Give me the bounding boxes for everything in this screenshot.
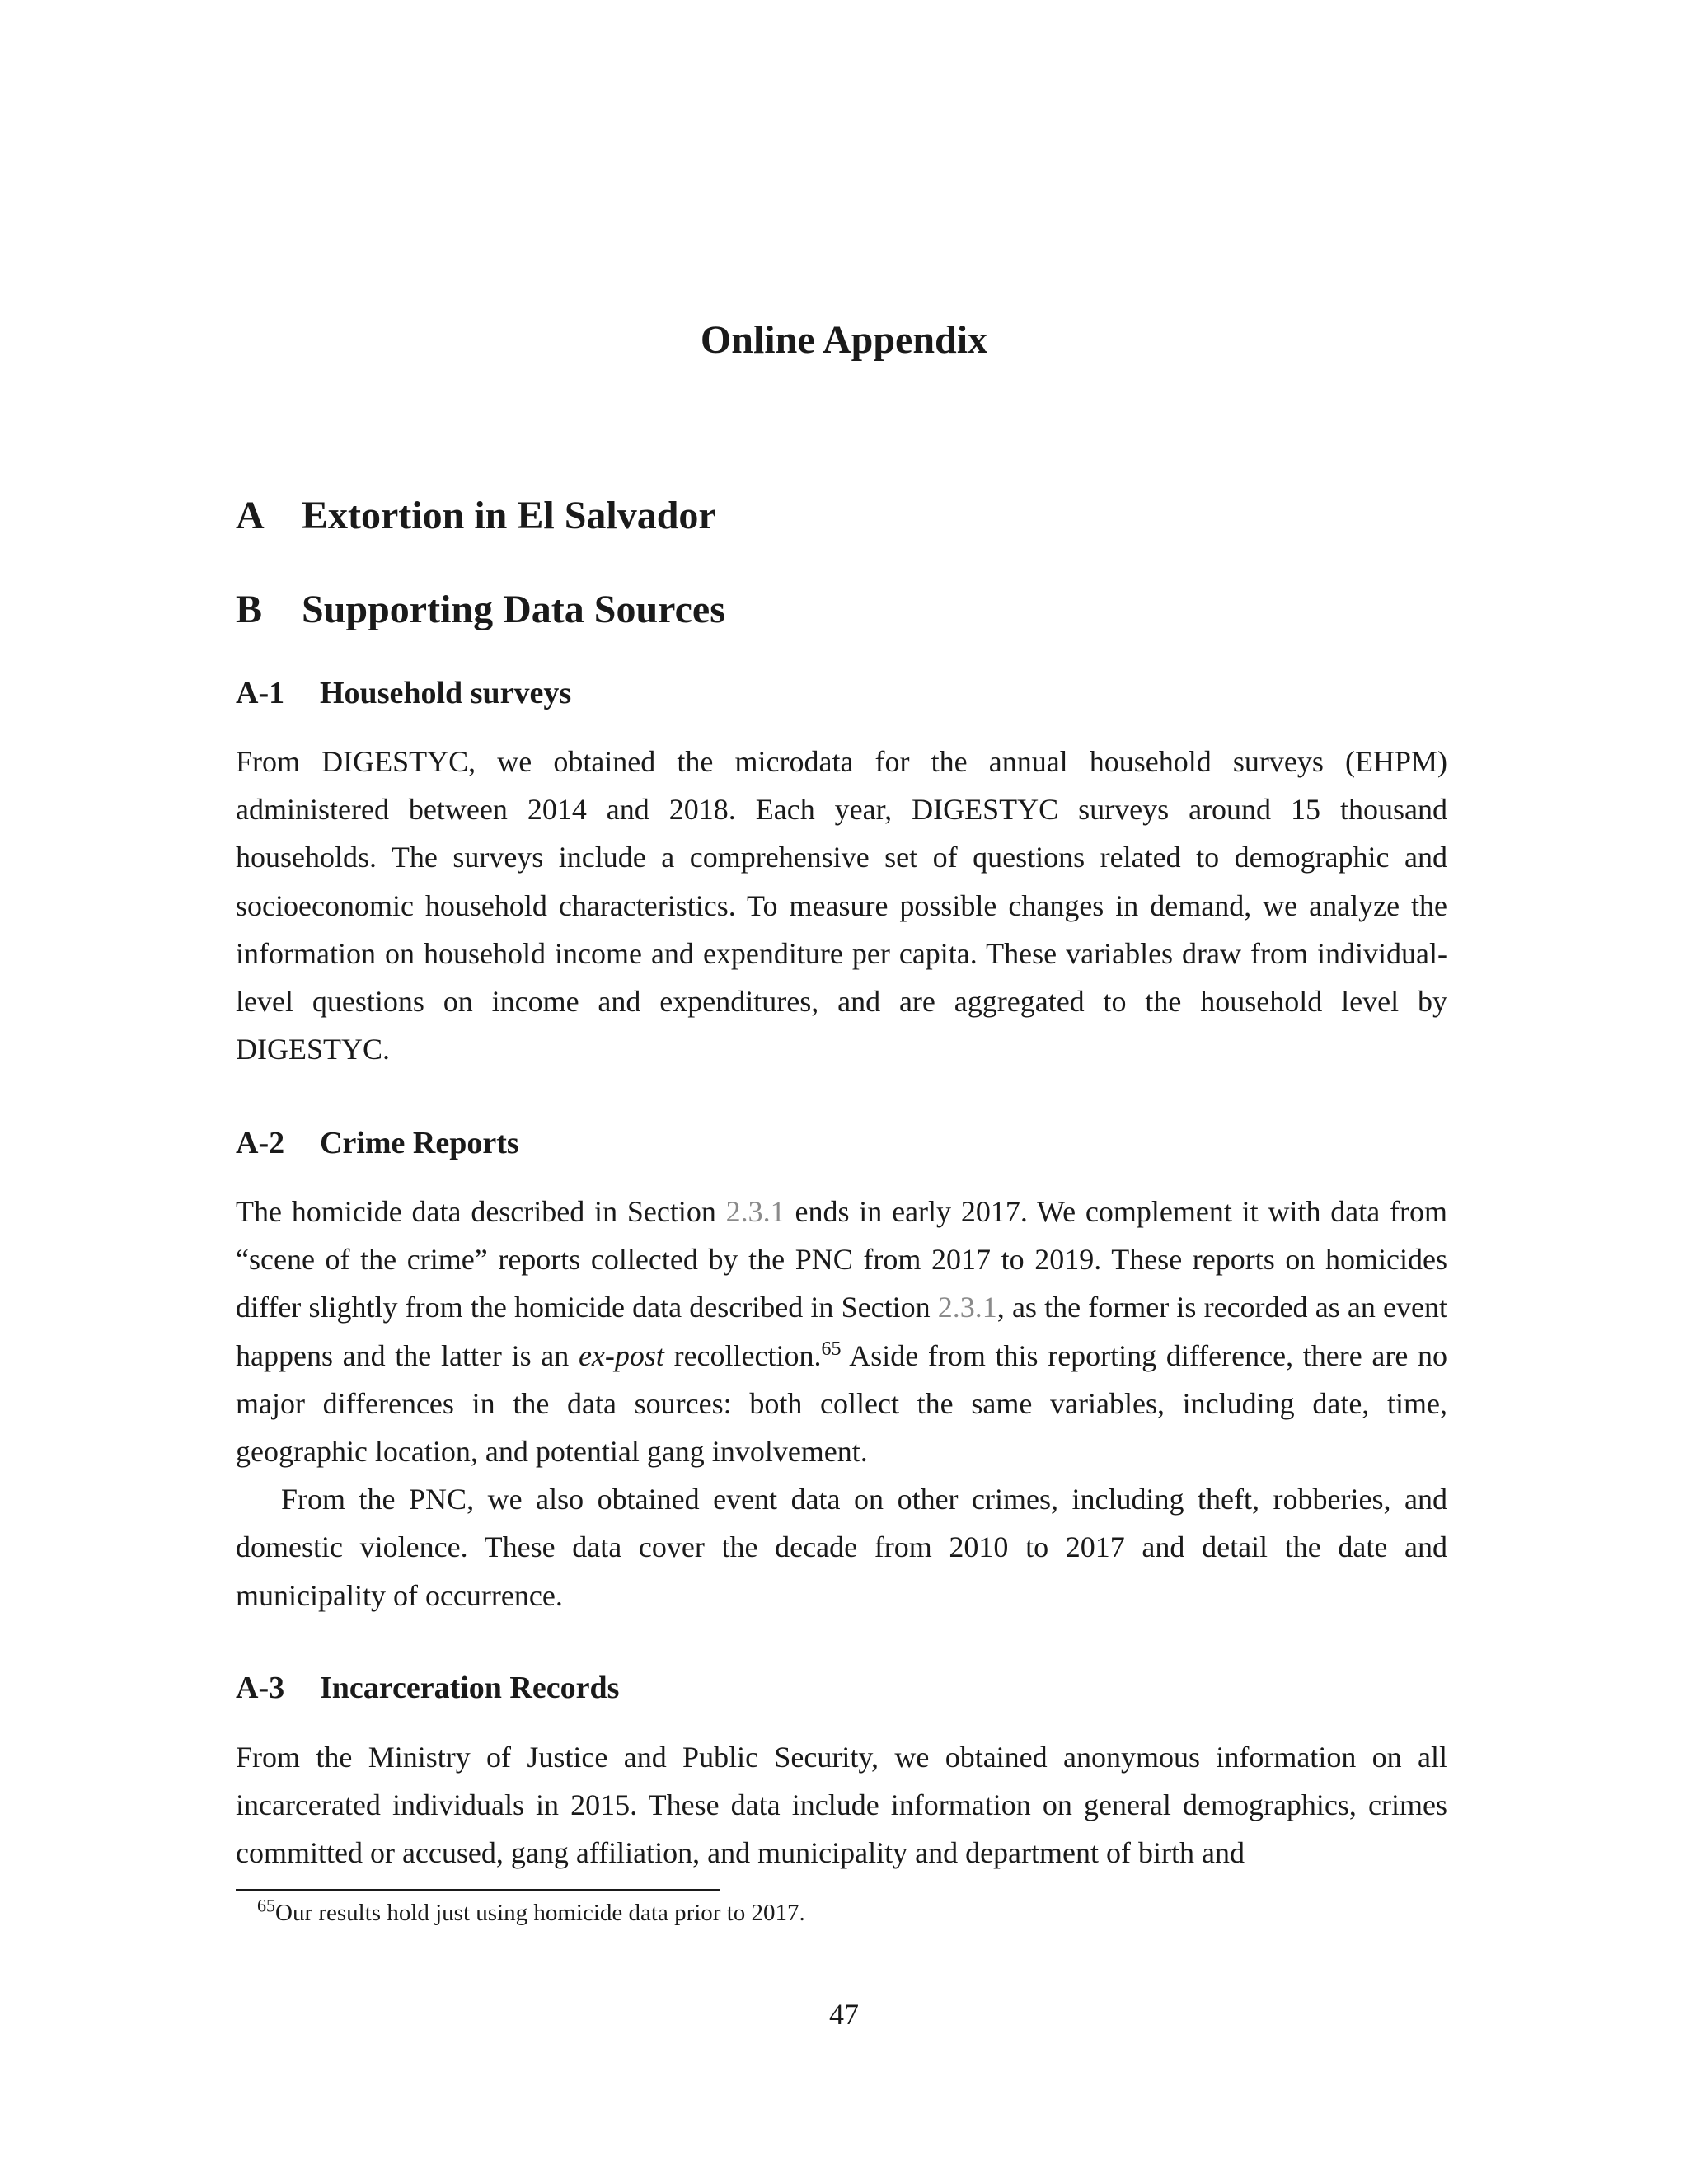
paragraph: The homicide data described in Section 2.3.1 ends in early 2017. We complement it with data from “scene of the crime” reports collected by the PNC from 2017 to 2019. These reports on homicides differ slightly from the homicide data described in Section 2.3.1, as the former is recorded as an event happens and the latter is an ex-post recollection.$^{65}$ Aside from this reporting difference, there are no major differences in the data sources: both collect the same variables, including date, time, geographic location, and potential gang involvement. <box>236 1195 1448 1469</box>
appendix-title: Online Appendix <box>700 318 988 362</box>
subsection-number: A-2 <box>236 1126 285 1160</box>
subsection-title: Crime Reports <box>320 1126 519 1160</box>
footnote-number: 65 <box>257 1895 275 1916</box>
incarceration-records-text <box>236 1733 1447 1877</box>
subsection-heading-household-surveys <box>236 675 571 711</box>
section-reference-link[interactable]: 2.3.1 <box>937 1291 997 1324</box>
section-number: A <box>236 494 265 537</box>
paragraph: From DIGESTYC, we obtained the microdata for the annual household surveys (EHPM) administered between 2014 and 2018. Each year, DIGESTYC surveys around 15 thousand households. The surveys include a comprehensive set of questions related to demographic and socioeconomic household characteristics. To measure possible changes in demand, we analyze the information on household income and expenditure per capita. These variables draw from individual-level questions on income and expenditures, and are aggregated to the household level by DIGESTYC. <box>236 745 1447 1066</box>
page-number: 47 <box>829 1998 859 2031</box>
section-heading-a <box>236 493 716 538</box>
subsection-heading-incarceration-records <box>236 1670 619 1706</box>
footnote-divider <box>236 1889 720 1891</box>
footnote <box>257 1895 805 1927</box>
paragraph: From the PNC, we also obtained event data on other crimes, including theft, robberies, and domestic violence. These data cover the decade from 2010 to 2017 and detail the date and municipality of occurrence. <box>236 1483 1447 1612</box>
section-reference-link[interactable]: 2.3.1 <box>725 1195 785 1228</box>
footnote-marker[interactable]: 65 <box>821 1338 842 1360</box>
subsection-number: A-3 <box>236 1671 285 1705</box>
subsection-number: A-1 <box>236 676 285 710</box>
section-title: Extortion in El Salvador <box>302 494 716 537</box>
paragraph: From the Ministry of Justice and Public Security, we obtained anonymous information on all incarcerated individuals in 2015. These data include information on general demographics, crimes committed or accused, gang affiliation, and municipality and department of birth and <box>236 1741 1447 1870</box>
subsection-heading-crime-reports <box>236 1125 519 1161</box>
section-heading-b <box>236 587 725 632</box>
crime-reports-text <box>236 1188 1447 1619</box>
footnote-text: Our results hold just using homicide data prior to 2017. <box>275 1900 805 1926</box>
subsection-title: Household surveys <box>320 676 572 710</box>
subsection-title: Incarceration Records <box>320 1671 620 1705</box>
section-number: B <box>236 588 263 631</box>
section-title: Supporting Data Sources <box>302 588 725 631</box>
household-surveys-text <box>236 738 1447 1073</box>
